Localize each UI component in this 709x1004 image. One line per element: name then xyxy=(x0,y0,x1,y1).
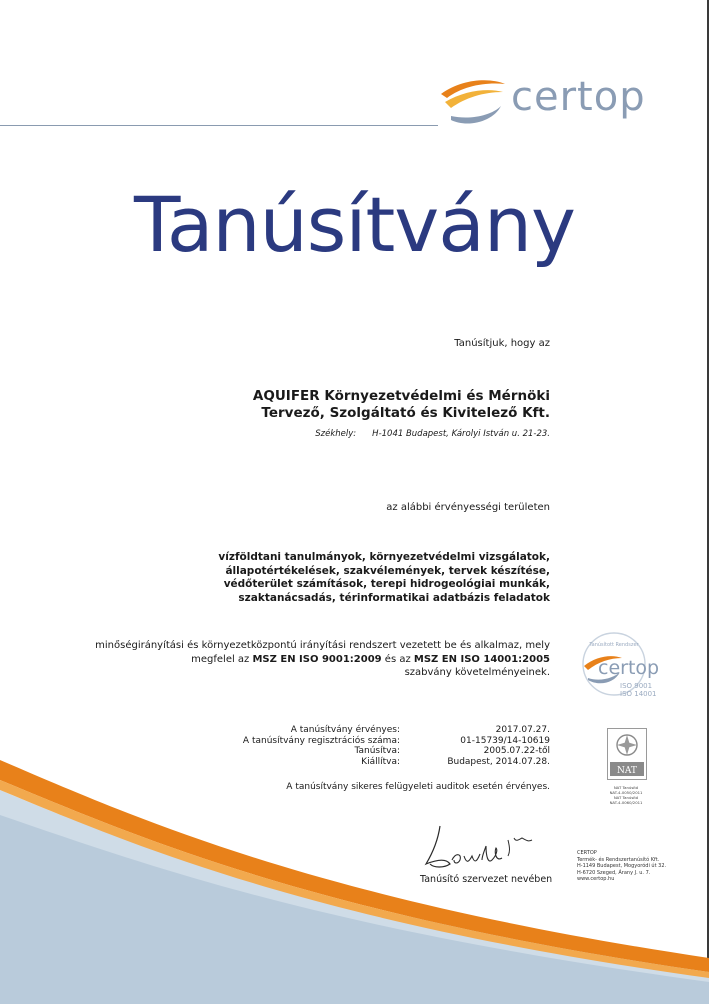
detail-label: A tanúsítvány regisztrációs száma: xyxy=(242,735,400,746)
statement-line-3: szabvány követelményeinek. xyxy=(404,667,550,678)
certop-logo xyxy=(433,72,663,132)
seat-label: Székhely: xyxy=(315,429,357,439)
certop-logo-text: certop xyxy=(511,74,646,120)
validity-note: A tanúsítvány sikeres felügyeleti auditok esetén érvényes. xyxy=(286,782,550,792)
certop-seal xyxy=(578,632,678,702)
detail-value: 2017.07.27. xyxy=(495,725,550,735)
issuer-address-line: H-1149 Budapest, Mogyoródi út 32. xyxy=(577,863,667,870)
standard-14001: MSZ EN ISO 14001:2005 xyxy=(413,653,550,665)
standard-9001: MSZ EN ISO 9001:2009 xyxy=(252,653,382,665)
nat-line: NAT Tanúsító xyxy=(613,795,639,800)
detail-value: Budapest, 2014.07.28. xyxy=(447,756,550,767)
nat-line: NAT Tanúsító xyxy=(613,785,639,790)
detail-label: Kiállítva: xyxy=(361,756,400,767)
statement-prefix: megfelel az xyxy=(191,653,253,665)
issuer-address-line: Termék- és Rendszertanúsító Kft. xyxy=(577,856,660,863)
seal-top-text: Tanúsított Rendszer xyxy=(589,642,639,648)
issuer-address xyxy=(577,850,666,883)
nat-line: NAT-4-0060/2011 xyxy=(609,800,643,805)
issuer-address-line: H-6720 Szeged, Árany J. u. 7. xyxy=(577,869,651,876)
detail-value: 01-15739/14-10619 xyxy=(460,735,550,746)
seal-standard-1: ISO 9001 xyxy=(620,682,653,690)
company-name-line-2: Tervező, Szolgáltató és Kivitelező Kft. xyxy=(261,405,550,421)
scope-intro: az alábbi érvényességi területen xyxy=(386,502,550,513)
signature-caption: Tanúsító szervezet nevében xyxy=(420,874,553,885)
conformity-statement xyxy=(95,639,550,680)
signature xyxy=(418,820,538,875)
detail-label: A tanúsítvány érvényes: xyxy=(290,725,400,735)
certop-swirl-icon xyxy=(433,72,513,132)
scope-line: vízföldtani tanulmányok, környezetvédelmi vizsgálatok, xyxy=(218,551,550,563)
detail-row xyxy=(230,736,550,747)
detail-row xyxy=(230,725,550,736)
statement-line-2 xyxy=(95,653,550,667)
scope-line: szaktanácsadás, térinformatikai adatbázis feladatok xyxy=(238,591,550,604)
header-rule xyxy=(0,125,438,126)
intro-text: Tanúsítjuk, hogy az xyxy=(454,338,550,349)
scope-list xyxy=(218,551,550,605)
seat-value: H-1041 Budapest, Károlyi István u. 21-23. xyxy=(372,429,550,439)
detail-label: Tanúsítva: xyxy=(354,746,400,756)
scope-line: védőterület számítások, terepi hidrogeológiai munkák, xyxy=(223,578,550,590)
detail-row xyxy=(230,757,550,768)
nat-line: NAT-4-0050/2011 xyxy=(609,790,643,795)
seal-brand: certop xyxy=(598,657,660,679)
statement-line-1: minőségirányítási és környezetközpontú irányítási rendszert vezetett be és alkalmaz, mely xyxy=(95,640,550,651)
nat-accreditation-icon xyxy=(607,728,647,780)
company-seat xyxy=(315,429,550,439)
detail-row xyxy=(230,746,550,757)
issuer-address-line: www.certop.hu xyxy=(577,876,615,883)
certificate-title: Tanúsítvány xyxy=(134,180,575,269)
statement-mid: és az xyxy=(381,653,414,665)
company-name-line-1: AQUIFER Környezetvédelmi és Mérnöki xyxy=(252,388,550,404)
detail-value: 2005.07.22-től xyxy=(483,746,550,756)
nat-accreditation-text xyxy=(596,785,656,805)
seal-standard-2: ISO 14001 xyxy=(620,690,657,698)
nat-label: NAT xyxy=(617,766,637,776)
issuer-address-line: CERTOP xyxy=(577,850,597,856)
certificate-details xyxy=(230,725,550,767)
company-name xyxy=(253,388,550,422)
scope-line: állapotértékelések, szakvélemények, tervek készítése, xyxy=(225,564,550,577)
